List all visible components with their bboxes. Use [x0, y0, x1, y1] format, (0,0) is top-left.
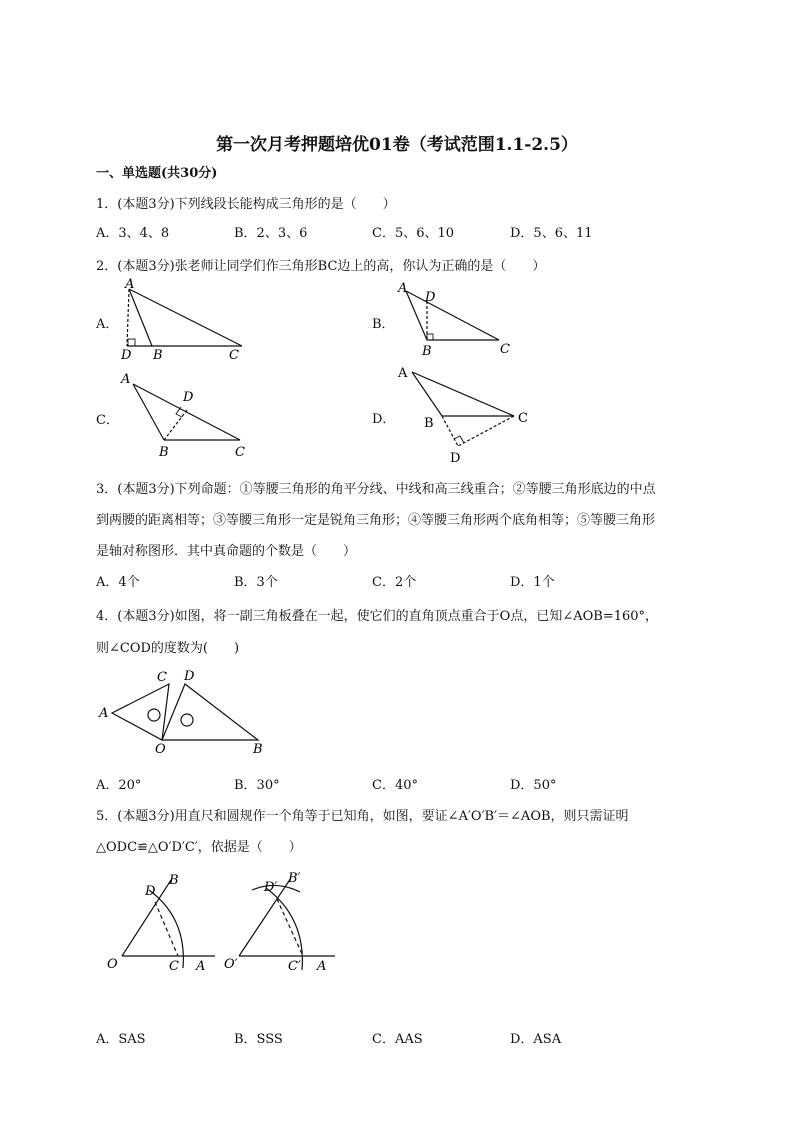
q3-line2: 到两腰的距离相等；③等腰三角形一定是锐角三角形；④等腰三角形两个底角相等；⑤等腰三角形 — [96, 513, 656, 528]
q4-line1: 4．(本题3分)如图，将一副三角板叠在一起，使它们的直角顶点重合于O点，已知∠AOB=160°， — [96, 609, 659, 624]
fig-d-label-d: D — [450, 451, 461, 466]
q5-fig2-label-o: O′ — [224, 957, 238, 972]
q3-option-a: A．4个 — [96, 575, 140, 590]
q2-option-b-label: B． — [372, 317, 395, 332]
fig-b-label-d: D — [425, 290, 436, 305]
q1-option-c: C．5、6、10 — [372, 226, 455, 241]
q3-option-d: D．1个 — [510, 575, 555, 590]
q4-option-c: C．40° — [372, 778, 418, 793]
q2-figure-c — [115, 370, 260, 462]
q1-stem: 1．(本题3分)下列线段长能构成三角形的是（ ） — [96, 197, 396, 212]
q2-figure-b — [393, 277, 523, 362]
fig-b-label-c: C — [500, 342, 510, 357]
q5-fig2-label-c: C′ — [288, 959, 301, 974]
fig-b-label-b: B — [422, 344, 432, 359]
q5-fig2-label-a: A — [317, 959, 327, 974]
q5-option-c: C．AAS — [372, 1032, 423, 1047]
q5-fig1-label-a: A — [196, 959, 206, 974]
fig-a-label-c: C — [229, 348, 239, 363]
q4-label-c: C — [157, 670, 167, 685]
q4-option-b: B．30° — [234, 778, 280, 793]
q4-label-a: A — [99, 706, 109, 721]
fig-c-label-a: A — [121, 372, 131, 387]
q5-option-a: A．SAS — [96, 1032, 146, 1047]
q2-figure-d — [394, 360, 539, 470]
q5-option-b: B．SSS — [234, 1032, 283, 1047]
fig-b-label-a: A — [398, 281, 408, 296]
q5-figure-2 — [222, 866, 347, 978]
q1-option-d: D．5、6、11 — [510, 226, 593, 241]
q3-line1: 3．(本题3分)下列命题：①等腰三角形的角平分线、中线和高三线重合；②等腰三角形底边的中点 — [96, 482, 656, 497]
fig-c-label-c: C — [235, 445, 245, 460]
q5-line1: 5．(本题3分)用直尺和圆规作一个角等于已知角，如图，要证∠A′O′B′＝∠AOB，则只需证明 — [96, 809, 629, 824]
q4-line2: 则∠COD的度数为( ) — [96, 641, 240, 656]
q2-option-c-label: C． — [96, 413, 119, 428]
q5-figure-1 — [103, 868, 223, 978]
q5-fig1-label-d: D — [145, 884, 156, 899]
q5-option-d: D．ASA — [510, 1032, 562, 1047]
fig-c-label-d: D — [183, 390, 194, 405]
q4-label-d: D — [184, 669, 195, 684]
q5-fig1-label-b: B — [169, 873, 179, 888]
q5-fig2-label-d: D′ — [264, 880, 278, 895]
q1-option-a: A．3、4、8 — [96, 226, 170, 241]
q2-stem: 2．(本题3分)张老师让同学们作三角形BC边上的高，你认为正确的是（ ） — [96, 259, 546, 274]
q5-fig1-label-c: C — [169, 959, 179, 974]
q2-option-d-label: D． — [372, 412, 396, 427]
q5-fig2-label-b: B′ — [288, 871, 301, 886]
fig-d-label-c: C — [518, 411, 528, 426]
fig-c-label-b: B — [159, 445, 169, 460]
q3-option-c: C．2个 — [372, 575, 417, 590]
q1-option-b: B．2、3、6 — [234, 226, 308, 241]
q3-option-b: B．3个 — [234, 575, 278, 590]
page-title: 第一次月考押题培优01卷（考试范围1.1-2.5） — [216, 135, 578, 155]
q5-line2: △ODC≌△O′D′C′，依据是（ ） — [96, 840, 302, 855]
q4-option-d: D．50° — [510, 778, 557, 793]
fig-d-label-a: A — [398, 366, 408, 381]
q4-label-o: O — [155, 742, 166, 757]
q4-figure — [95, 665, 270, 757]
fig-d-label-b: B — [424, 416, 434, 431]
fig-a-label-d: D — [121, 348, 132, 363]
q2-figure-a — [115, 275, 255, 365]
fig-a-label-a: A — [125, 277, 135, 292]
q2-option-a-label: A． — [96, 317, 119, 332]
q3-line3: 是轴对称图形．其中真命题的个数是（ ） — [96, 544, 357, 559]
section-heading: 一、单选题(共30分) — [96, 166, 218, 181]
q5-fig1-label-o: O — [107, 957, 118, 972]
q4-option-a: A．20° — [96, 778, 142, 793]
fig-a-label-b: B — [153, 348, 163, 363]
q4-label-b: B — [253, 742, 263, 757]
